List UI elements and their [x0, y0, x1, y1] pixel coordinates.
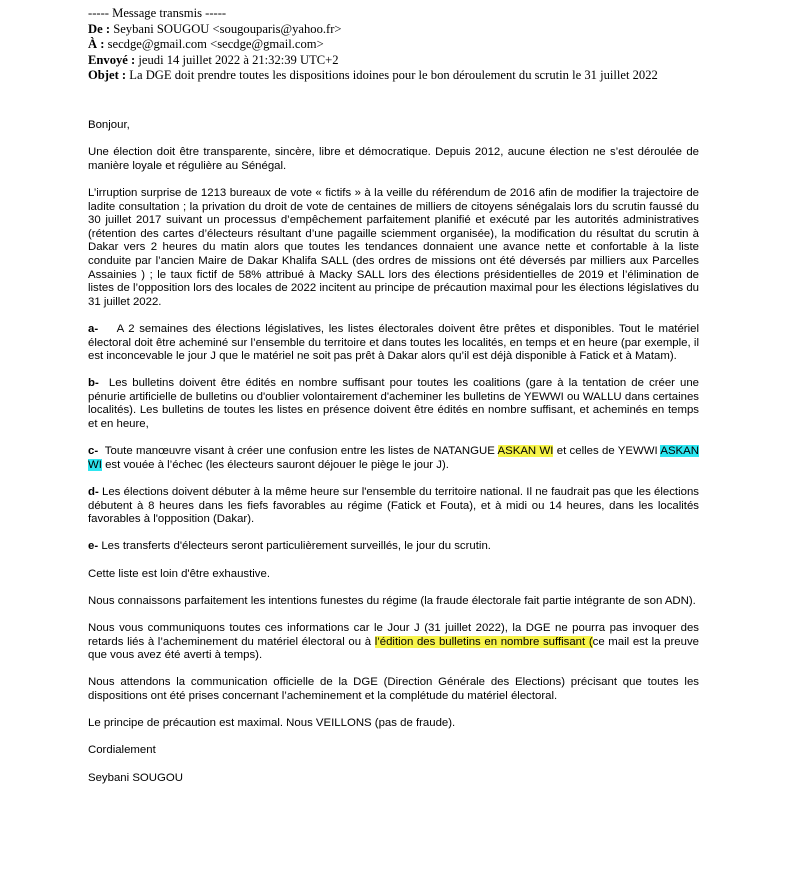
subject-label: Objet :: [88, 68, 127, 82]
point-d-text: Les élections doivent débuter à la même heure sur l'ensemble du territoire national. Il ne faudrait pas que les élections débutent à 8 heures dans les fiefs favorables au régime (Fatick et Fouta), et à midi ou 14 heures, dans les localités favorables à l'opposition (Dakar).: [88, 486, 699, 526]
intro-paragraph: Une élection doit être transparente, sincère, libre et démocratique. Depuis 2012, aucune élection ne s’est déroulée de manière loyale et régulière au Sénégal.: [88, 146, 699, 172]
greeting: Bonjour,: [88, 119, 130, 131]
forwarded-marker: ----- Message transmis -----: [88, 6, 227, 20]
sent-label: Envoyé :: [88, 52, 136, 67]
point-c-text-3: est vouée à l’échec (les électeurs sauront déjouer le piège le jour J).: [105, 458, 449, 471]
email-header: [88, 6, 728, 84]
email-body: [88, 119, 699, 799]
point-a-label: a-: [88, 322, 99, 335]
closing: Cordialement: [88, 744, 156, 757]
from-line: [88, 22, 728, 38]
to-label: À :: [88, 37, 105, 51]
point-a: [88, 323, 699, 364]
point-b-label: b-: [88, 377, 99, 390]
awaiting-paragraph: Nous attendons la communication officielle de la DGE (Direction Générale des Elections) précisant que toutes les dispositions ont été prises concernant l’acheminement et la complétude du matériel électoral.: [88, 676, 699, 702]
subject-line: [88, 68, 728, 84]
point-d-label: d-: [88, 486, 99, 499]
sent-line: [88, 53, 728, 69]
point-d: [88, 486, 699, 527]
point-c: [88, 445, 699, 472]
warning-text-1: Nous vous communiquons toutes ces informations car le Jour J (31 juillet 2022), la DGE ne pourra pas invoquer des retards liés à l’acheminement du matériel électoral ou à: [88, 621, 699, 648]
highlight-bulletins: l’édition des bulletins en nombre suffisant (: [374, 635, 593, 648]
to-line: [88, 37, 728, 53]
point-e-text: Les transferts d'électeurs seront particulièrement surveillés, le jour du scrutin.: [101, 540, 491, 553]
sent-value: jeudi 14 juillet 2022 à 21:32:39 UTC+2: [138, 52, 339, 67]
point-c-text-1: Toute manœuvre visant à créer une confusion entre les listes de NATANGUE: [104, 445, 495, 458]
point-a-text: A 2 semaines des élections législatives, les listes électorales doivent être prêtes et disponibles. Tout le matériel électoral doit être acheminé sur l’ensemble du territoire et dans toutes les localités, en temps et en heure (par exemple, il est inconcevable le jour J que le matériel ne soit pas prêt à Dakar alors qu’il est déjà disponible à Fatick et à Matam).: [88, 322, 699, 363]
intentions-paragraph: Nous connaissons parfaitement les intentions funestes du régime (la fraude électorale fait partie intégrante de son ADN).: [88, 594, 696, 607]
signature: Seybani SOUGOU: [88, 771, 183, 784]
point-c-text-2: et celles de YEWWI: [556, 445, 658, 458]
context-paragraph: L’irruption surprise de 1213 bureaux de vote « fictifs » à la veille du référendum de 2016 afin de modifier la trajectoire de ladite consultation ; la privation du droit de vote de centaines de milliers de citoyens sénégalais lors du scrutin faussé du 30 juillet 2017 suivant un processus d’empêchement parfaitement planifié et exécuté par les autorités administratives (rétention des cartes d’électeurs résultant d’une pagaille sciemment organisée), la modification du résultat du scrutin à Dakar vers 2 heures du matin alors que toutes les tendances donnaient une avance nette et confortable à la liste conduite par l’ancien Maire de Dakar Khalifa SALL (des ordres de missions ont été déversés par milliers aux Parcelles Assainies ) ; le taux fictif de 58% attribué à Macky SALL lors des élections présidentielles de 2019 et l’élimination de listes de l’opposition lors des locales de 2022 incitent au principe de précaution maximal pour les élections législatives du 31 juillet 2022.: [88, 186, 699, 308]
from-value: Seybani SOUGOU <sougouparis@yahoo.fr>: [113, 21, 342, 36]
to-value: secdge@gmail.com <secdge@gmail.com>: [107, 37, 324, 51]
warning-paragraph: [88, 622, 699, 663]
point-b: [88, 377, 699, 431]
highlight-askan-wi-yellow: ASKAN WI: [497, 445, 554, 458]
list-note: Cette liste est loin d'être exhaustive.: [88, 567, 270, 580]
point-c-label: c-: [88, 445, 99, 458]
from-label: De :: [88, 21, 111, 36]
point-e: [88, 540, 699, 554]
highlight-askan-wi-cyan: ASKAN WI: [88, 445, 699, 471]
point-b-text: Les bulletins doivent être édités en nombre suffisant pour toutes les coalitions (gare à la tentation de créer une pénurie artificielle de bulletins ou d'oublier volontairement d'acheminer les bulletins de YEWWI ou WALLU dans certaines localités). Les bulletins de toutes les listes en présence doivent être édités en nombre suffisant, et acheminés en temps et en heure,: [88, 377, 699, 431]
subject-value: La DGE doit prendre toutes les dispositions idoines pour le bon déroulement du scrutin le 31 juillet 2022: [129, 68, 658, 82]
precaution-paragraph: Le principe de précaution est maximal. Nous VEILLONS (pas de fraude).: [88, 717, 456, 730]
warning-text-2: ce mail est la preuve que vous avez été averti à temps).: [88, 635, 699, 662]
point-e-label: e-: [88, 540, 99, 553]
